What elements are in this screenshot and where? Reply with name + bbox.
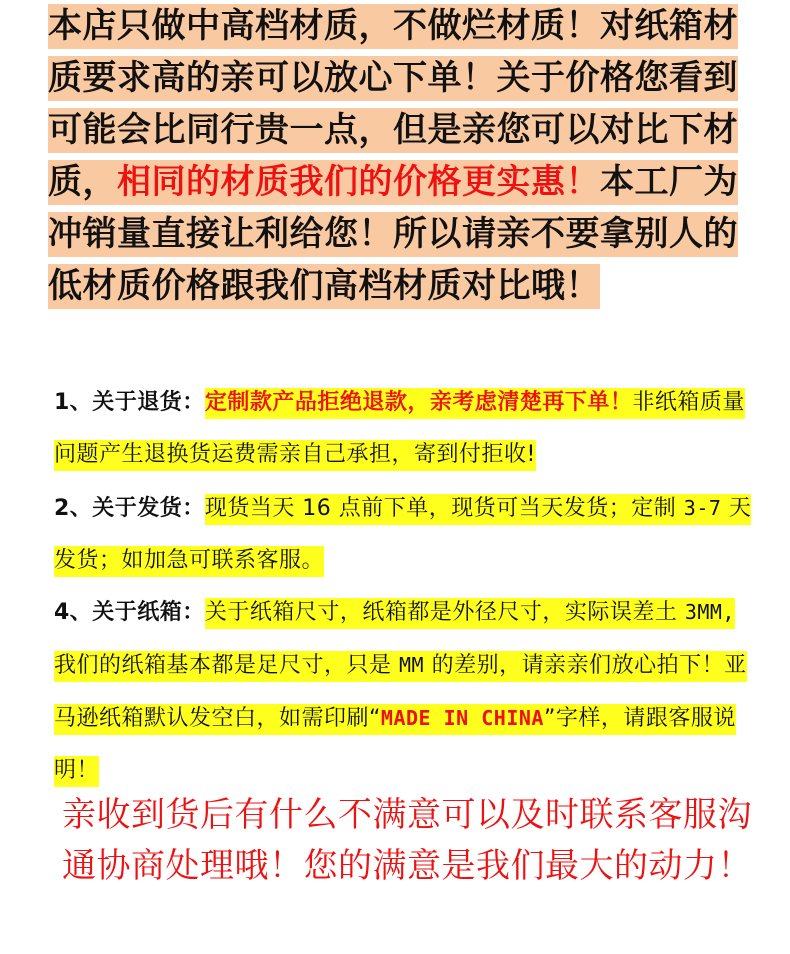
- boxes-detail-b: 我们的纸箱基本都是足尺寸，只是: [54, 653, 399, 678]
- intro-text-1: 本店只做中高档材质，不做烂材质！对纸箱材质要求高的亲可以放心下单！关于价格您看到可能会比同行贵一点，但是亲您可以对比下材质，: [48, 6, 738, 202]
- boxes-print-text: MADE IN CHINA: [380, 706, 544, 730]
- shipping-detail-b: 天发货；如加急可联系客服。: [54, 496, 752, 573]
- closing-message: 亲收到货后有什么不满意可以及时联系客服沟通协商处理哦！您的满意是我们最大的动力！: [62, 795, 752, 886]
- intro-price-claim: 相同的材质我们的价格更实惠！: [117, 162, 600, 202]
- shipping-label: 2、关于发货：: [54, 496, 205, 521]
- boxes-label: 4、关于纸箱：: [54, 600, 205, 625]
- boxes-notice: [54, 586, 754, 797]
- boxes-tolerance: 3MM,: [684, 600, 735, 624]
- shipping-days: 3-7: [683, 496, 722, 520]
- shipping-notice: [54, 482, 754, 587]
- returns-warning: 定制款产品拒绝退款，亲考虑清楚再下单！: [204, 390, 633, 415]
- returns-label: 1、关于退货：: [54, 390, 205, 415]
- boxes-detail-d: ”字样，请跟客服说明！: [54, 706, 736, 783]
- shipping-detail-a: 现货当天 16 点前下单，现货可当天发货；定制: [204, 496, 684, 521]
- returns-notice: [54, 377, 754, 481]
- boxes-unit: MM: [399, 653, 425, 677]
- boxes-detail-a: 关于纸箱尺寸，纸箱都是外径尺寸，实际误差土: [204, 600, 685, 625]
- boxes-detail-c: 的差别，请亲亲们放心拍下！亚马逊纸箱默认发空白，如需印刷“: [54, 653, 747, 731]
- intro-paragraph: [48, 0, 748, 312]
- returns-detail: 非纸箱质量问题产生退换货运费需亲自己承担，寄到付拒收!: [54, 390, 745, 467]
- boxes-highlight: [54, 598, 747, 787]
- intro-text-2: 本工厂为冲销量直接让利给您！所以请亲不要拿别人的低材质价格跟我们高档材质对比哦！: [48, 162, 738, 306]
- intro-highlight-block: [48, 4, 738, 309]
